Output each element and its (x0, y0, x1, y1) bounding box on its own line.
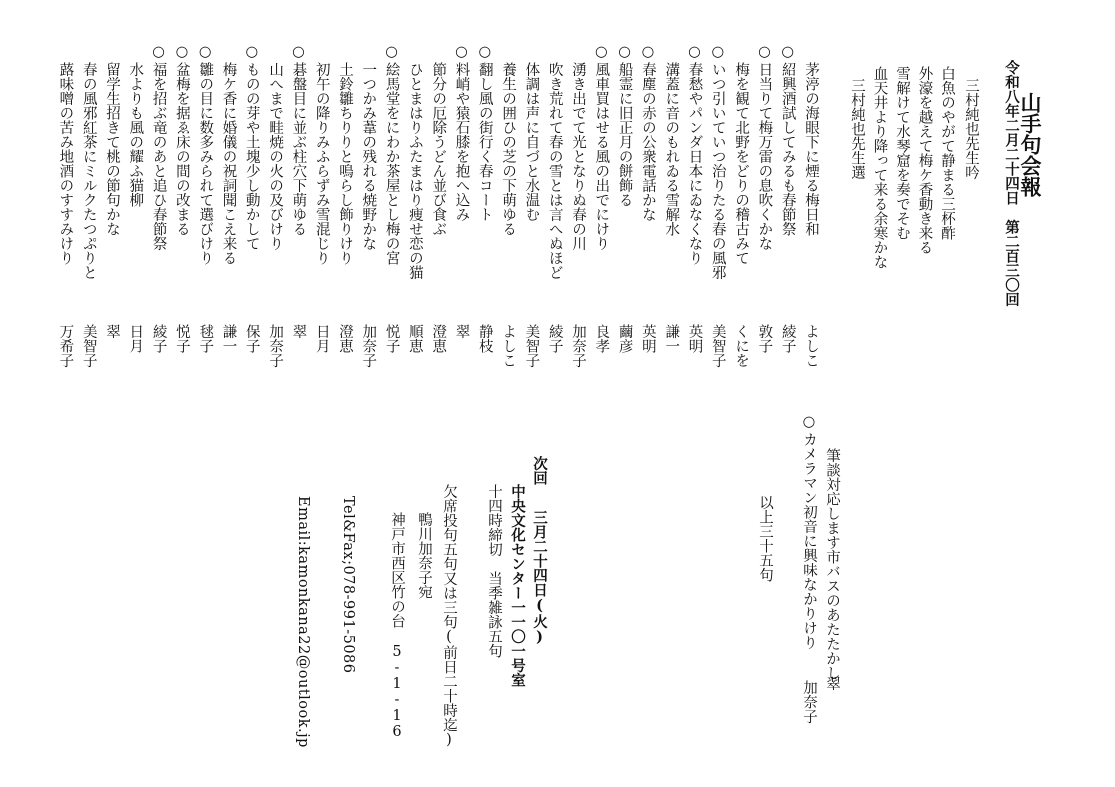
entry-poem: 盆梅を据ゑ床の間の改まる (173, 62, 190, 236)
entry-author: くにを (733, 324, 750, 368)
entry-author: 英明 (686, 324, 703, 353)
entry-author: 綾子 (779, 324, 796, 353)
extra-mark: ○ (801, 414, 817, 430)
teacher-poem-line: 白魚のやがて静まる三杯酢 (939, 66, 955, 240)
entry-author: 保子 (243, 324, 260, 353)
entry-author: 加奈子 (267, 324, 284, 368)
entry-author: 翠 (290, 324, 307, 339)
entry-mark: ○ (709, 44, 726, 60)
entry-poem: いつ引いていつ治りたる春の風邪 (709, 62, 726, 280)
newsletter-title: 山手句会報 (1018, 92, 1043, 197)
entry-poem: 土鈴雛ちりりと鳴らし飾りけり (337, 62, 353, 265)
entry-poem: 湧き出でて光となりぬ春の川 (570, 62, 586, 251)
entry-author: 日月 (127, 324, 144, 353)
entry-poem: 春愁やパンダ日本にゐなくなり (686, 62, 703, 265)
entry-poem: 初午の降りみふらずみ雪混じり (313, 62, 330, 265)
next-meeting-label (530, 456, 548, 646)
entry-author: 加奈子 (570, 324, 586, 368)
tel-fax: Tel&Fax;078-991-5086 (340, 496, 356, 674)
entry-author: 万希子 (57, 324, 74, 368)
entry-author: 毬子 (197, 324, 214, 353)
address: 神戸市西区竹の台 5-1-16 (389, 512, 405, 740)
entry-poem: 料峭や猿石膝を抱へ込み (453, 62, 470, 222)
selection-heading: 三村純也先生選 (849, 78, 865, 180)
entry-mark: ○ (453, 44, 470, 60)
entry-mark: ○ (779, 44, 796, 60)
next-venue: 中央文化センター一一〇一号室 (509, 484, 526, 687)
extra-poem: 筆談対応します市バスのあたたかし (824, 448, 840, 680)
entry-poem: 養生の囲ひの芝の下萌ゆる (500, 62, 517, 236)
entry-author: 美智子 (709, 324, 726, 368)
teacher-poem-line: 血天井より降って来る余寒かな (871, 66, 888, 269)
entry-poem: 翻し風の街行く春コート (476, 62, 493, 222)
entry-poem: 蕗味噌の苦み地酒のすすみけり (57, 62, 74, 265)
entry-poem: 水よりも風の耀ふ猫柳 (127, 62, 144, 207)
entry-poem: 吹き荒れて春の雪とは言へぬほど (546, 62, 563, 280)
entry-poem: ものの芽や土塊少し動かして (243, 62, 260, 251)
entry-poem: 梅を観て北野をどりの稽古みて (733, 62, 750, 265)
next-deadline: 十四時締切 当季雑詠五句 (486, 484, 502, 658)
next-label: 次回 (531, 456, 548, 485)
entry-mark: ○ (616, 44, 633, 60)
entry-author: よしこ (500, 324, 517, 368)
entry-mark: ○ (290, 44, 307, 60)
entry-author: よしこ (803, 324, 819, 368)
entry-author: 翠 (104, 324, 120, 339)
entry-mark: ○ (383, 44, 400, 60)
issue-date: 令和八年二月二十四日 第二百三〇回 (1003, 60, 1020, 307)
extra-poem: カメラマン初音に興味なかりけり (801, 432, 817, 650)
entry-author: 翠 (453, 324, 470, 339)
teacher-poems-heading: 三村純也先生吟 (963, 78, 979, 180)
entry-poem: 雛の目に数多みられて選びけり (197, 62, 214, 265)
entry-author: 謙一 (663, 324, 680, 353)
entry-author: 日月 (313, 324, 330, 353)
entry-author: 繭彦 (616, 324, 633, 353)
entry-author: 静枝 (476, 324, 493, 353)
entry-author: 謙一 (220, 324, 237, 353)
entry-mark: ○ (150, 44, 167, 60)
entry-author: 悦子 (173, 324, 190, 353)
entry-poem: 福を招ぶ竜のあと追ひ春節祭 (150, 62, 167, 251)
entry-mark: ○ (197, 44, 214, 60)
entry-poem: 一つかみ葦の残れる焼野かな (360, 62, 377, 251)
entry-author: 敦子 (756, 324, 773, 353)
next-date: 三月二十四日(火) (531, 510, 548, 646)
entry-mark: ○ (593, 44, 610, 60)
entry-poem: 碁盤目に並ぶ柱穴下萌ゆる (290, 62, 307, 236)
entry-author: 美智子 (523, 324, 540, 368)
teacher-poem-line: 雪解けて水琴窟を奏でそむ (894, 66, 910, 240)
entry-mark: ○ (243, 44, 260, 60)
entry-poem: 茅渟の海眼下に煙る梅日和 (803, 62, 819, 236)
entry-author: 澄恵 (337, 324, 353, 353)
entry-poem: 溝蓋に音のもれゐる雪解水 (663, 62, 680, 236)
recipient: 鴨川加奈子宛 (416, 512, 432, 599)
entry-poem: 節分の厄除うどん並び食ぶ (430, 62, 447, 236)
entry-poem: 山へまで畦焼の火の及びけり (267, 62, 284, 251)
entry-poem: 春の風邪紅茶にミルクたつぷりと (80, 62, 97, 280)
entry-poem: 体調は声に自づと水温む (523, 62, 540, 222)
entry-mark: ○ (756, 44, 773, 60)
extra-author: 加奈子 (801, 680, 817, 724)
entry-author: 澄恵 (430, 324, 447, 353)
entry-author: 綾子 (150, 324, 167, 353)
entry-poem: 梅ケ香に婚儀の祝詞聞こえ来る (220, 62, 237, 265)
entry-mark: ○ (173, 44, 190, 60)
entry-mark: ○ (476, 44, 493, 60)
entry-poem: 絵馬堂をにわか茶屋とし梅の宮 (383, 62, 400, 265)
entry-author: 英明 (639, 324, 656, 353)
entry-poem: 留学生招きて桃の節句かな (104, 62, 120, 236)
entry-author: 加奈子 (360, 324, 377, 368)
poem-total: 以上三十五句 (757, 495, 773, 582)
entry-poem: 風車買はせる風の出でにけり (593, 62, 610, 251)
entry-mark: ○ (686, 44, 703, 60)
extra-author: 翠 (824, 676, 840, 691)
entry-mark: ○ (639, 44, 656, 60)
entry-author: 美智子 (80, 324, 97, 368)
email: Email:kamonkana22@outlook.jp (295, 496, 311, 748)
entry-author: 悦子 (383, 324, 400, 353)
entry-author: 良孝 (593, 324, 610, 353)
entry-author: 順恵 (406, 324, 423, 353)
entry-poem: 日当りて梅万雷の息吹くかな (756, 62, 773, 251)
entry-poem: 春塵の赤の公衆電話かな (639, 62, 656, 222)
teacher-poem-line: 外濠を越えて梅ケ香動き来る (916, 66, 933, 255)
entry-poem: ひとまはりふたまはり痩せ恋の猫 (406, 62, 423, 280)
absentee-note: 欠席投句五句又は三句(前日二十時迄) (441, 484, 457, 748)
entry-poem: 船霊に旧正月の餅飾る (616, 62, 633, 207)
entry-author: 綾子 (546, 324, 563, 353)
entry-poem: 紹興酒試してみるも春節祭 (779, 62, 796, 236)
